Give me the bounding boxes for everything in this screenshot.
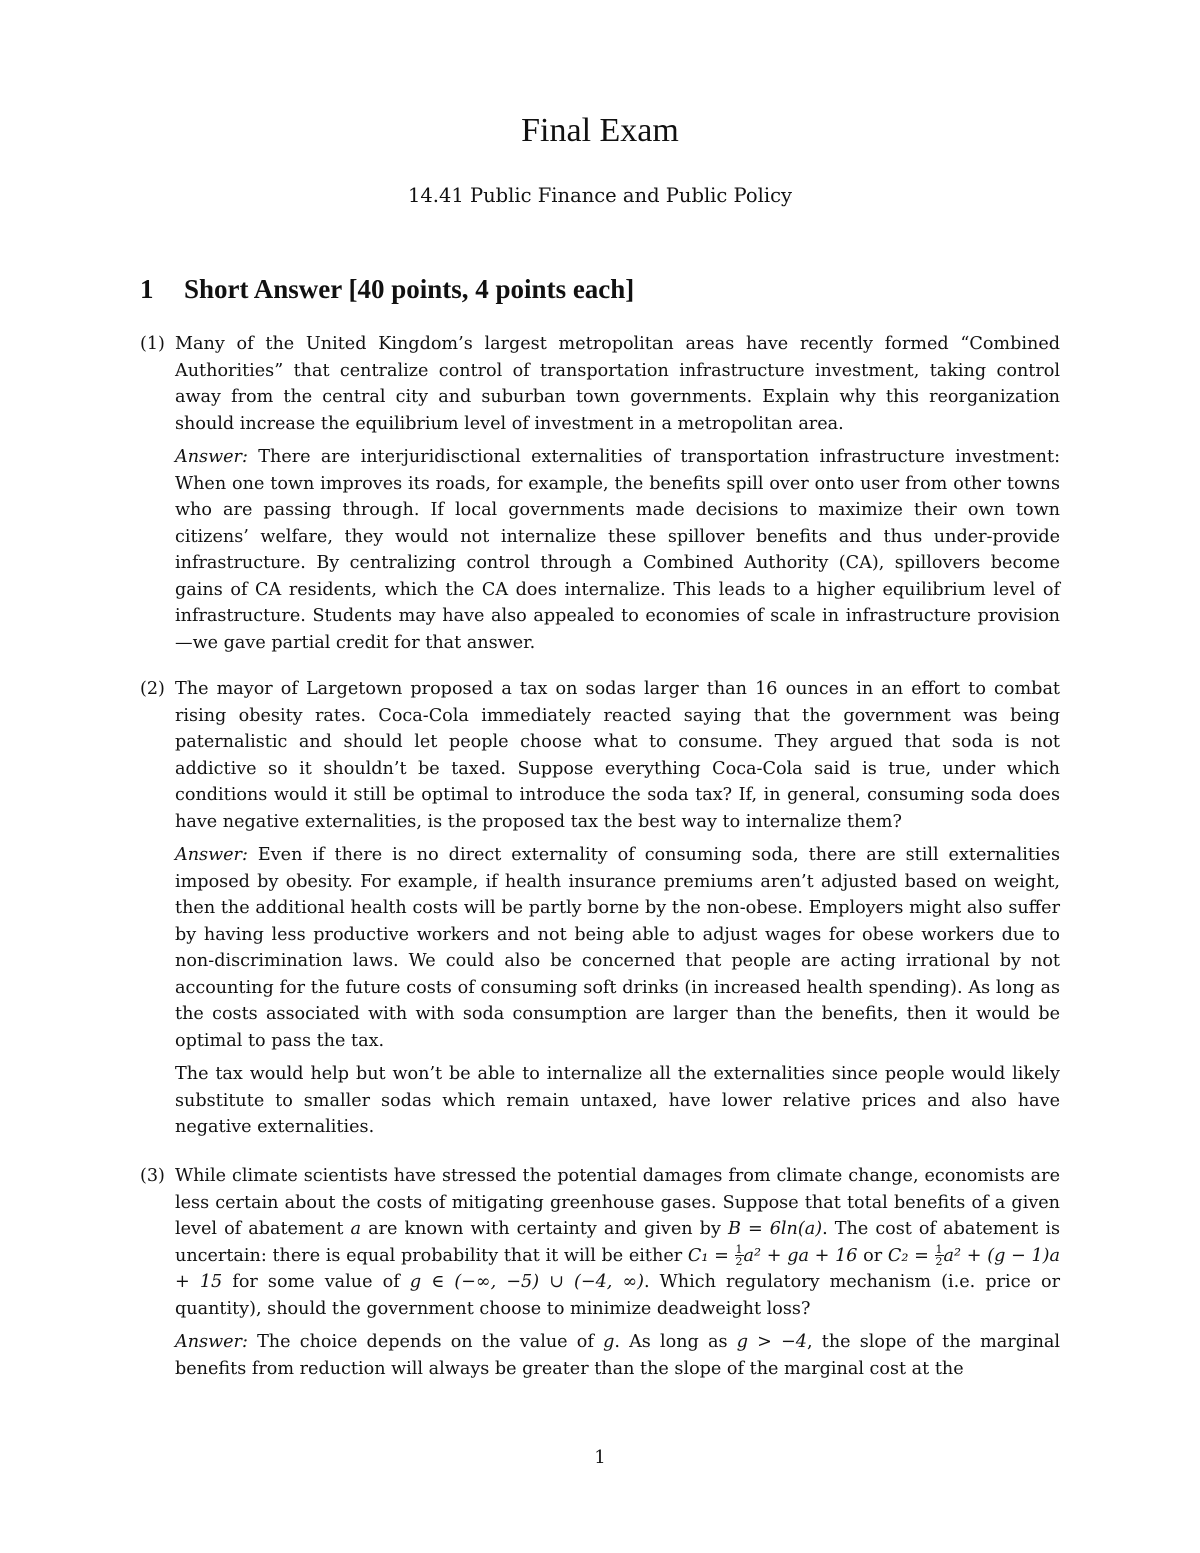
question-1 (140, 331, 1060, 656)
question-label: (3) (140, 1166, 165, 1186)
question-text-part: for some value of (232, 1272, 400, 1292)
question-text-part: . The cost of abatement is uncertain: there is equal probability that it will be either (175, 1219, 1061, 1266)
answer-text (175, 444, 1060, 656)
question-text (175, 1163, 1060, 1322)
answer-label: Answer: (175, 447, 248, 467)
answer-label: Answer: (175, 845, 248, 865)
question-3 (140, 1163, 1060, 1382)
cost-1-rhs: a² + ga + 16 (743, 1245, 858, 1266)
question-text-part: While climate scientists have stressed the potential damages from climate change, economists are less certain about the costs of mitigating greenhouse gases. Suppose that total benefits of a given level of abatement (175, 1166, 1060, 1239)
answer-text-part: , the slope of the marginal benefits from reduction will always be greater than the slope of the marginal cost at the (175, 1332, 1061, 1379)
question-text-part: . Which regulatory mechanism (i.e. price or quantity), should the government choose to minimize deadweight loss? (175, 1272, 1061, 1319)
page-number: 1 (594, 1447, 606, 1468)
answer-body: There are interjuridisctional externalities of transportation infrastructure investment: When one town improves its roads, for example, the benefits spill over onto user from other towns who are passing through. If local governments made decisions to maximize their own town citizens’ welfare, they would not internalize these spillover benefits and thus under-provide infrastructure. By centralizing control through a Combined Authority (CA), spillovers become gains of CA residents, which the CA does internalize. This leads to a higher equilibrium level of infrastructure. Students may have also appealed to economies of scale in infrastructure provision—we gave partial credit for that answer. (175, 447, 1061, 653)
document-title: Final Exam (521, 112, 679, 149)
question-label: (1) (140, 334, 165, 354)
math-var-g: g (603, 1332, 615, 1352)
answer-text-continued: The tax would help but won’t be able to internalize all the externalities since people would likely substitute to smaller sodas which remain untaxed, have lower relative prices and also have negative externalities. (175, 1064, 1060, 1137)
answer-text (175, 1329, 1060, 1382)
answer-text-part: . As long as (614, 1332, 728, 1352)
section-title: Short Answer [40 points, 4 points each] (184, 274, 635, 304)
answer-text-part: The choice depends on the value of (257, 1332, 594, 1352)
question-text: The mayor of Largetown proposed a tax on sodas larger than 16 ounces in an effort to combat rising obesity rates. Coca-Cola immediately reacted saying that the government was being paternalistic and should let people choose what to consume. They argued that soda is not addictive so it shouldn’t be taxed. Suppose everything Coca-Cola said is true, under which conditions would it still be optimal to introduce the soda tax? If, in general, consuming soda does have negative externalities, is the proposed tax the best way to internalize them? (175, 679, 1060, 832)
answer-label: Answer: (175, 1332, 248, 1352)
answer-body: Even if there is no direct externality of consuming soda, there are still externalities imposed by obesity. For example, if health insurance premiums aren’t adjusted based on weight, then the additional health costs will be partly borne by the non-obese. Employers might also suffer by having less productive workers and not being able to adjust wages for obese workers due to non-discrimination laws. We could also be concerned that people are acting irrational by not accounting for the future costs of consuming soft drinks (in increased health spending). As long as the costs associated with with soda consumption are larger than the benefits, then it would be optimal to pass the tax. (175, 845, 1060, 1051)
question-text-part: are known with certainty and given by (368, 1219, 721, 1239)
benefit-equation: B = 6ln(a) (727, 1219, 823, 1239)
fraction-one-half (935, 1244, 944, 1267)
question-2 (140, 676, 1060, 1141)
fraction-numerator: 1 (935, 1243, 943, 1256)
fraction-denominator: 2 (935, 1255, 943, 1268)
fraction-denominator: 2 (735, 1255, 743, 1268)
section-number: 1 (140, 274, 154, 304)
question-text: Many of the United Kingdom’s largest metropolitan areas have recently formed “Combined Authorities” that centralize control of transportation infrastructure investment, taking control away from the central city and suburban town governments. Explain why this reorganization should increase the equilibrium level of investment in a metropolitan area. (175, 334, 1060, 434)
math-var-a: a (350, 1219, 362, 1239)
g-domain: g ∈ (−∞, −5) ∪ (−4, ∞) (409, 1272, 644, 1292)
question-label: (2) (140, 679, 165, 699)
g-condition: g > −4 (736, 1332, 807, 1352)
answer-text (175, 842, 1060, 1054)
cost-2-rhs: a² + (g − 1)a + 15 (175, 1245, 1061, 1292)
question-text-part: or (863, 1245, 883, 1266)
course-subtitle: 14.41 Public Finance and Public Policy (407, 184, 793, 207)
fraction-numerator: 1 (735, 1243, 743, 1256)
cost-2-lhs: C₂ = (887, 1245, 929, 1266)
fraction-one-half (735, 1244, 744, 1267)
cost-1-lhs: C₁ = (687, 1245, 729, 1266)
section-heading (140, 274, 1060, 305)
